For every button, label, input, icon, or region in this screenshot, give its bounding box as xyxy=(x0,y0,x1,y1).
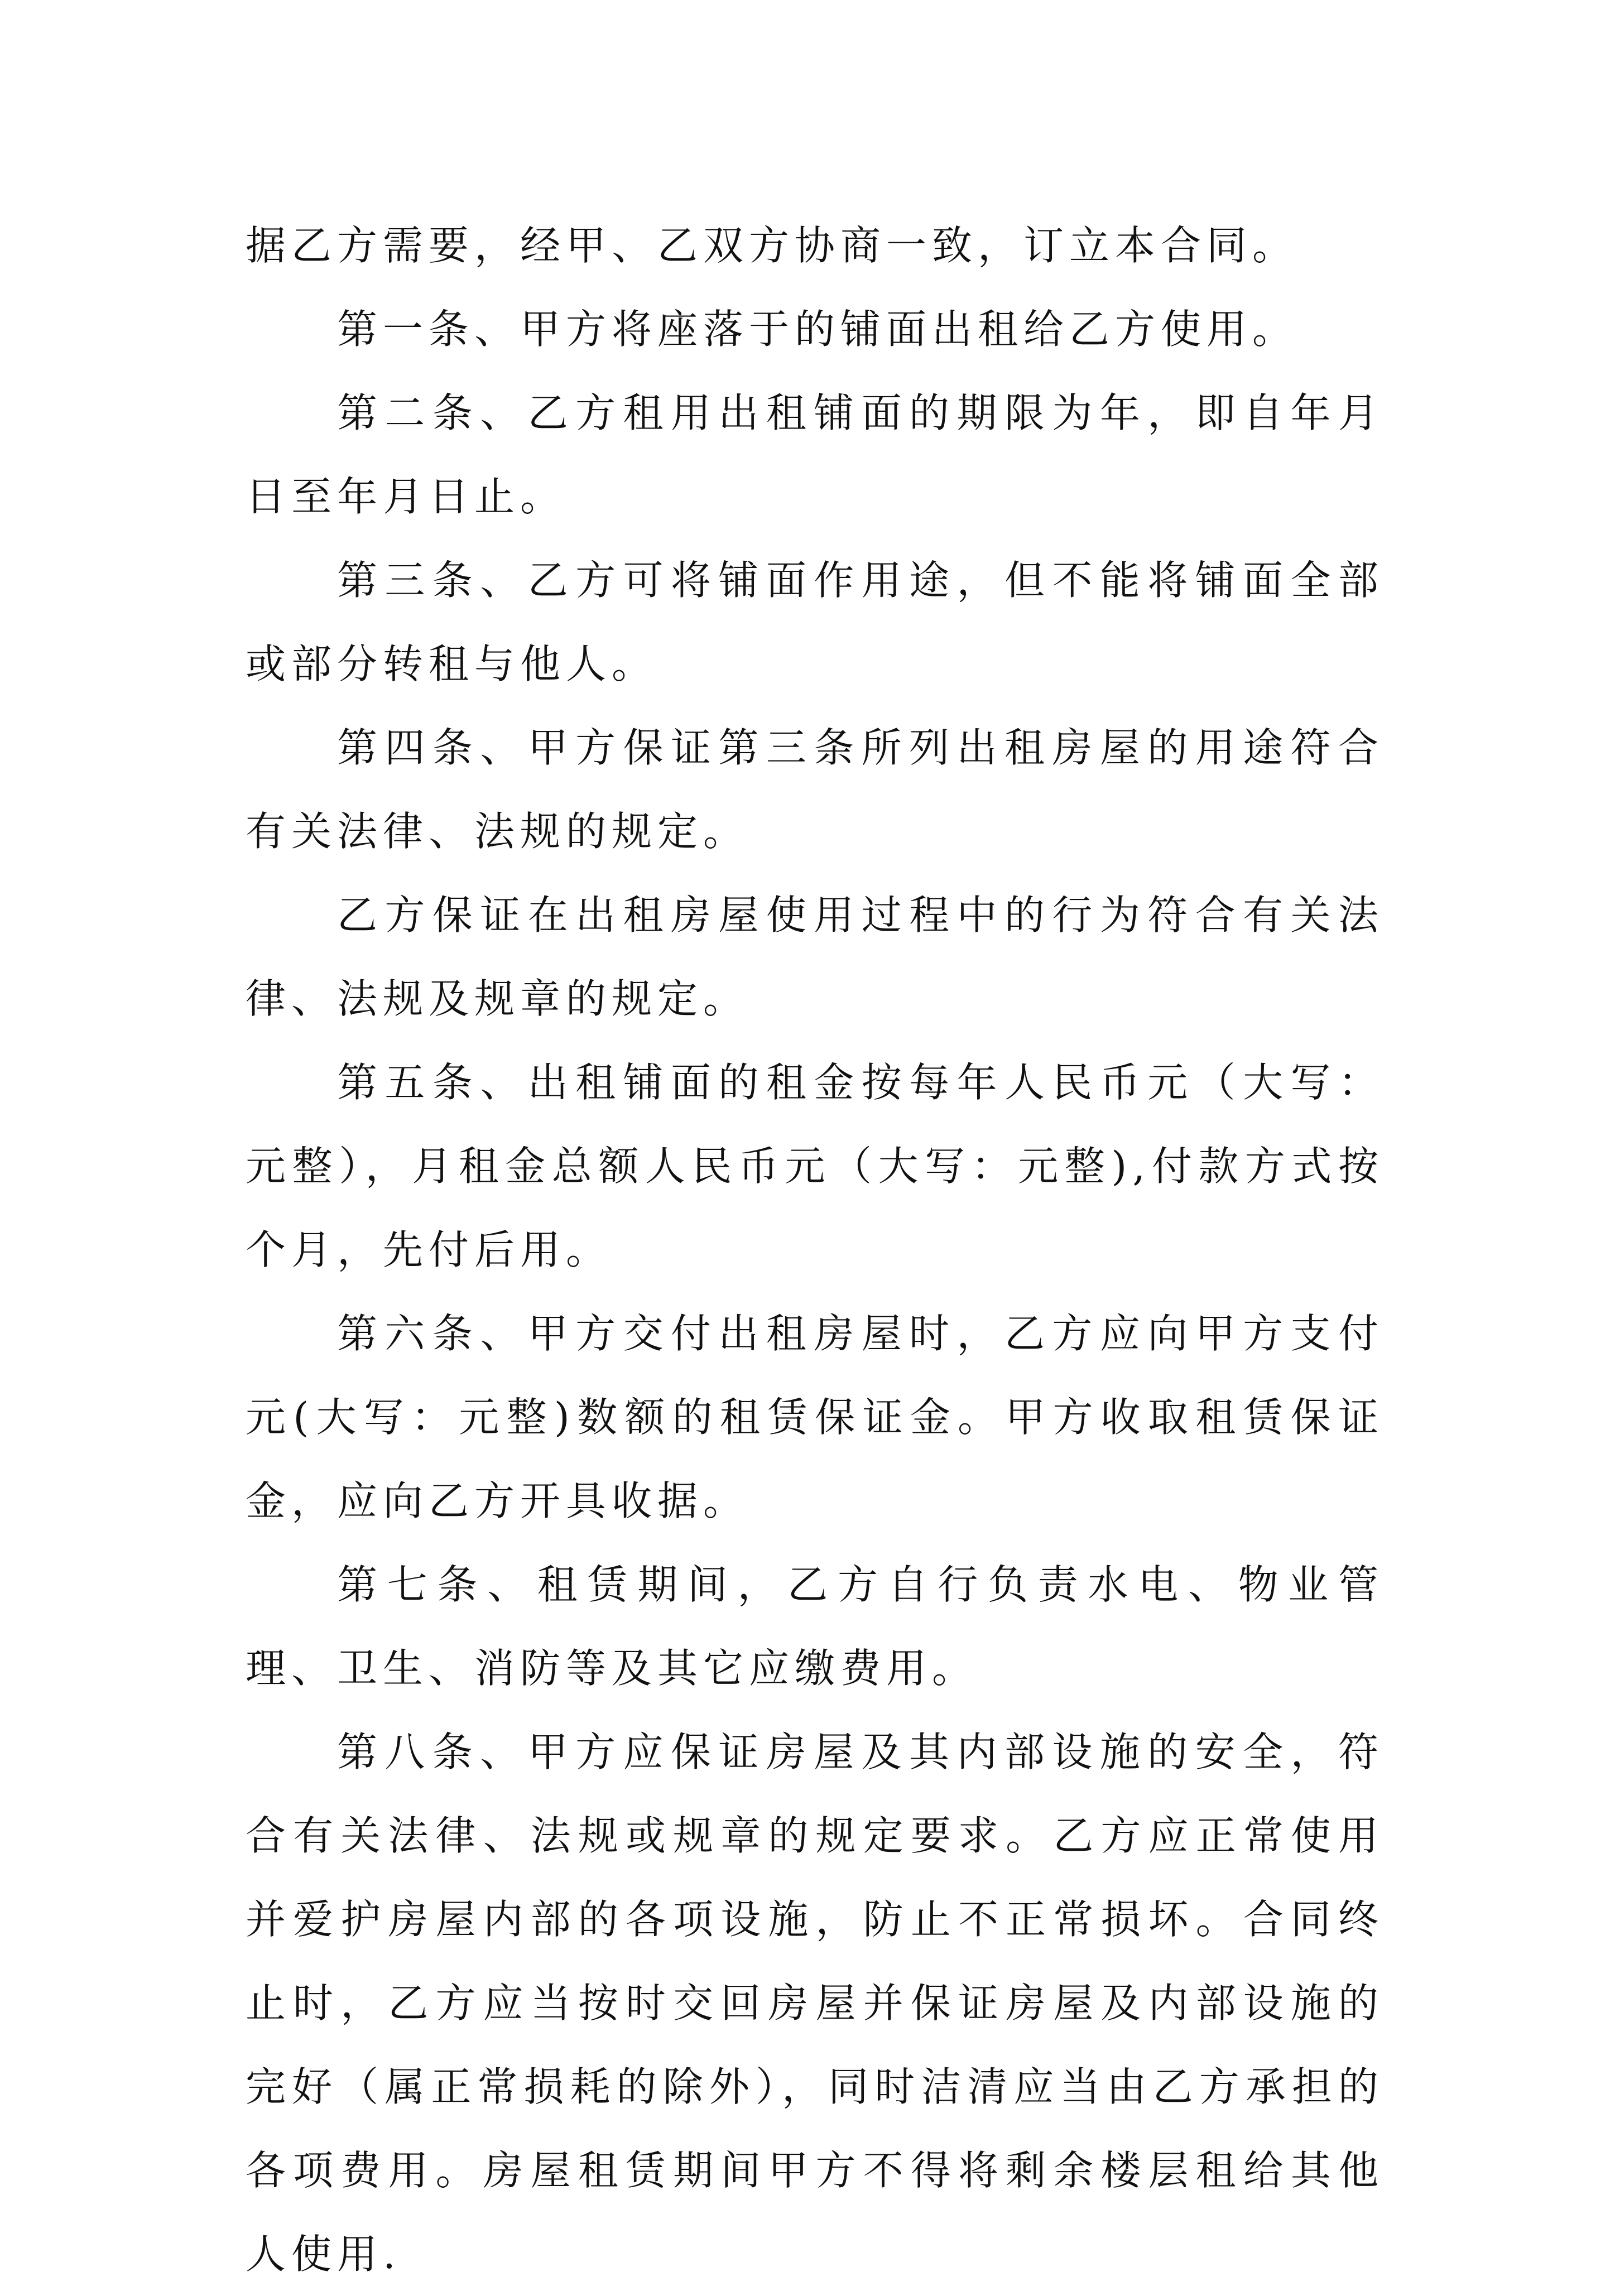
paragraph-article-7: 第七条、租赁期间，乙方自行负责水电、物业管理、卫生、消防等及其它应缴费用。 xyxy=(246,1561,1384,1692)
paragraph-article-6: 第六条、甲方交付出租房屋时，乙方应向甲方支付元(大写：元整)数额的租赁保证金。甲方收取租赁保证金，应向乙方开具收据。 xyxy=(246,1310,1384,1524)
contract-body xyxy=(246,204,1384,2296)
paragraph-article-4: 第四条、甲方保证第三条所列出租房屋的用途符合有关法律、法规的规定。 xyxy=(246,724,1384,855)
paragraph-article-8: 第八条、甲方应保证房屋及其内部设施的安全，符合有关法律、法规或规章的规定要求。乙方应正常使用并爱护房屋内部的各项设施，防止不正常损坏。合同终止时，乙方应当按时交回房屋并保证房屋及内部设施的完好（属正常损耗的除外），同时洁清应当由乙方承担的各项费用。房屋租赁期间甲方不得将剩余楼层租给其他人使用. xyxy=(246,1729,1384,2278)
paragraph-article-1: 第一条、甲方将座落于的铺面出租给乙方使用。 xyxy=(337,306,1299,353)
paragraph-article-4-tenant: 乙方保证在出租房屋使用过程中的行为符合有关法律、法规及规章的规定。 xyxy=(246,892,1384,1022)
paragraph-article-2: 第二条、乙方租用出租铺面的期限为年，即自年月日至年月日止。 xyxy=(246,389,1384,520)
paragraph-preamble: 据乙方需要，经甲、乙双方协商一致，订立本合同。 xyxy=(246,222,1299,269)
paragraph-article-3: 第三条、乙方可将铺面作用途，但不能将铺面全部或部分转租与他人。 xyxy=(246,557,1384,687)
paragraph-article-5: 第五条、出租铺面的租金按每年人民币元（大写：元整），月租金总额人民币元（大写：元整),付款方式按个月，先付后用。 xyxy=(246,1059,1384,1273)
